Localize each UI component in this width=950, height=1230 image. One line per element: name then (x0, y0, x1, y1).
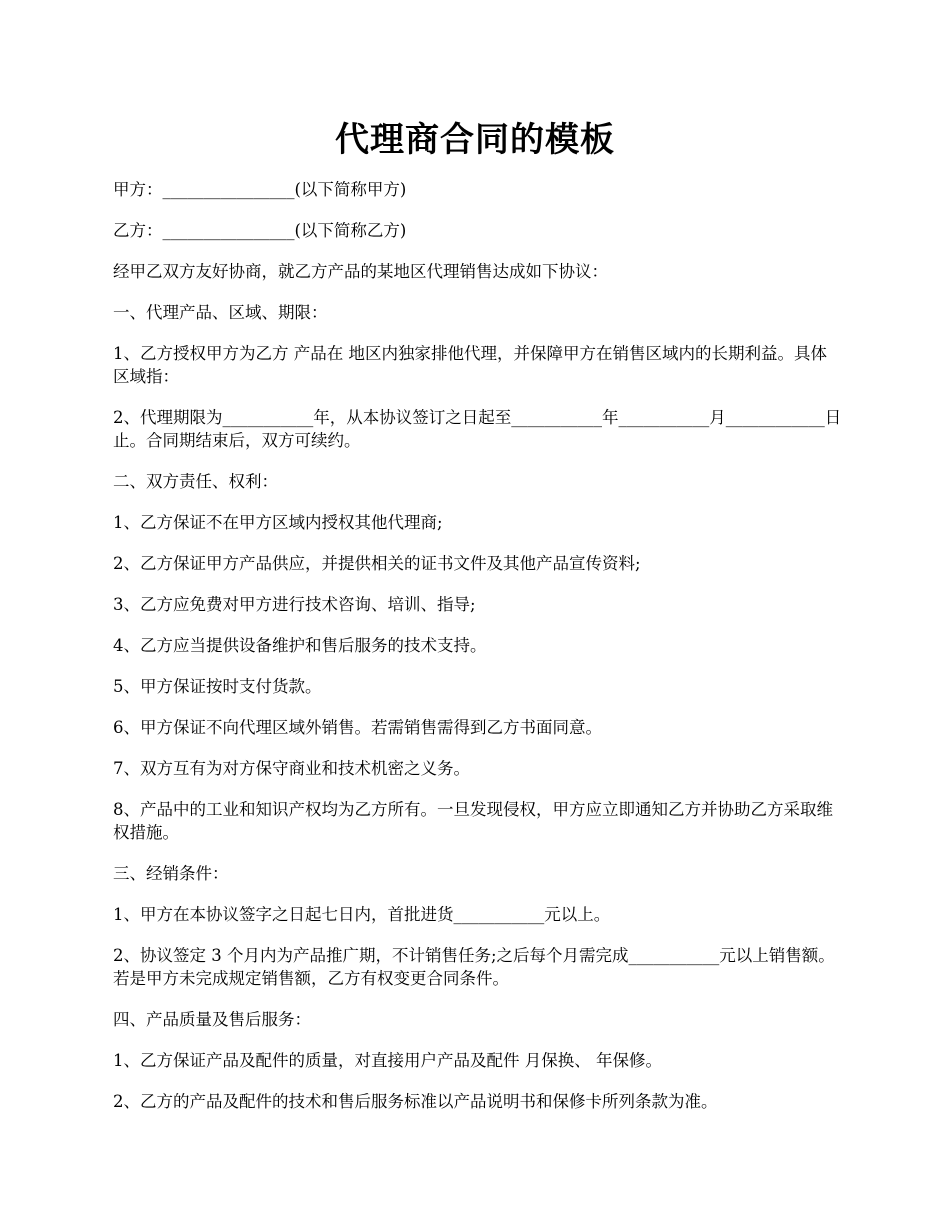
party-b-line: 乙方：________________(以下简称乙方) (113, 221, 407, 240)
clause-1-2: 2、代理期限为___________年，从本协议签订之日起至___________年___________月____________日止。合同期结束后，双方可续约。 (113, 408, 842, 450)
clause-2-3: 3、乙方应免费对甲方进行技术咨询、培训、指导; (113, 595, 476, 614)
clause-2-1: 1、乙方保证不在甲方区域内授权其他代理商; (113, 513, 443, 532)
clause-2-2: 2、乙方保证甲方产品供应，并提供相关的证书文件及其他产品宣传资料; (113, 554, 641, 573)
clause-4-2: 2、乙方的产品及配件的技术和售后服务标准以产品说明书和保修卡所列条款为准。 (113, 1092, 718, 1111)
clause-2-5: 5、甲方保证按时支付货款。 (113, 677, 322, 696)
clause-3-1: 1、甲方在本协议签字之日起七日内，首批进货___________元以上。 (113, 905, 611, 924)
clause-4-1: 1、乙方保证产品及配件的质量，对直接用户产品及配件 月保换、 年保修。 (113, 1051, 662, 1070)
clause-2-7: 7、双方互有为对方保守商业和技术机密之义务。 (113, 759, 470, 778)
preamble: 经甲乙双方友好协商，就乙方产品的某地区代理销售达成如下协议： (113, 262, 608, 281)
party-a-line: 甲方：________________(以下简称甲方) (113, 180, 407, 199)
clause-2-4: 4、乙方应当提供设备维护和售后服务的技术支持。 (113, 636, 487, 655)
clause-2-8: 8、产品中的工业和知识产权均为乙方所有。一旦发现侵权，甲方应立即通知乙方并协助乙方采取维权措施。 (113, 800, 833, 842)
clause-1-1: 1、乙方授权甲方为乙方 产品在 地区内独家排他代理，并保障甲方在销售区域内的长期利益。具体区域指： (113, 344, 827, 386)
clause-2-6: 6、甲方保证不向代理区域外销售。若需销售需得到乙方书面同意。 (113, 718, 602, 737)
section-heading-1: 一、代理产品、区域、期限： (113, 303, 328, 322)
document-body (113, 178, 843, 1131)
document-title: 代理商合同的模板 (335, 120, 615, 160)
section-heading-3: 三、经销条件： (113, 864, 229, 883)
clause-3-2: 2、协议签定 3 个月内为产品推广期，不计销售任务;之后每个月需完成___________元以上销售额。若是甲方未完成规定销售额，乙方有权变更合同条件。 (113, 946, 835, 988)
section-heading-2: 二、双方责任、权利： (113, 472, 278, 491)
section-heading-4: 四、产品质量及售后服务： (113, 1010, 311, 1029)
